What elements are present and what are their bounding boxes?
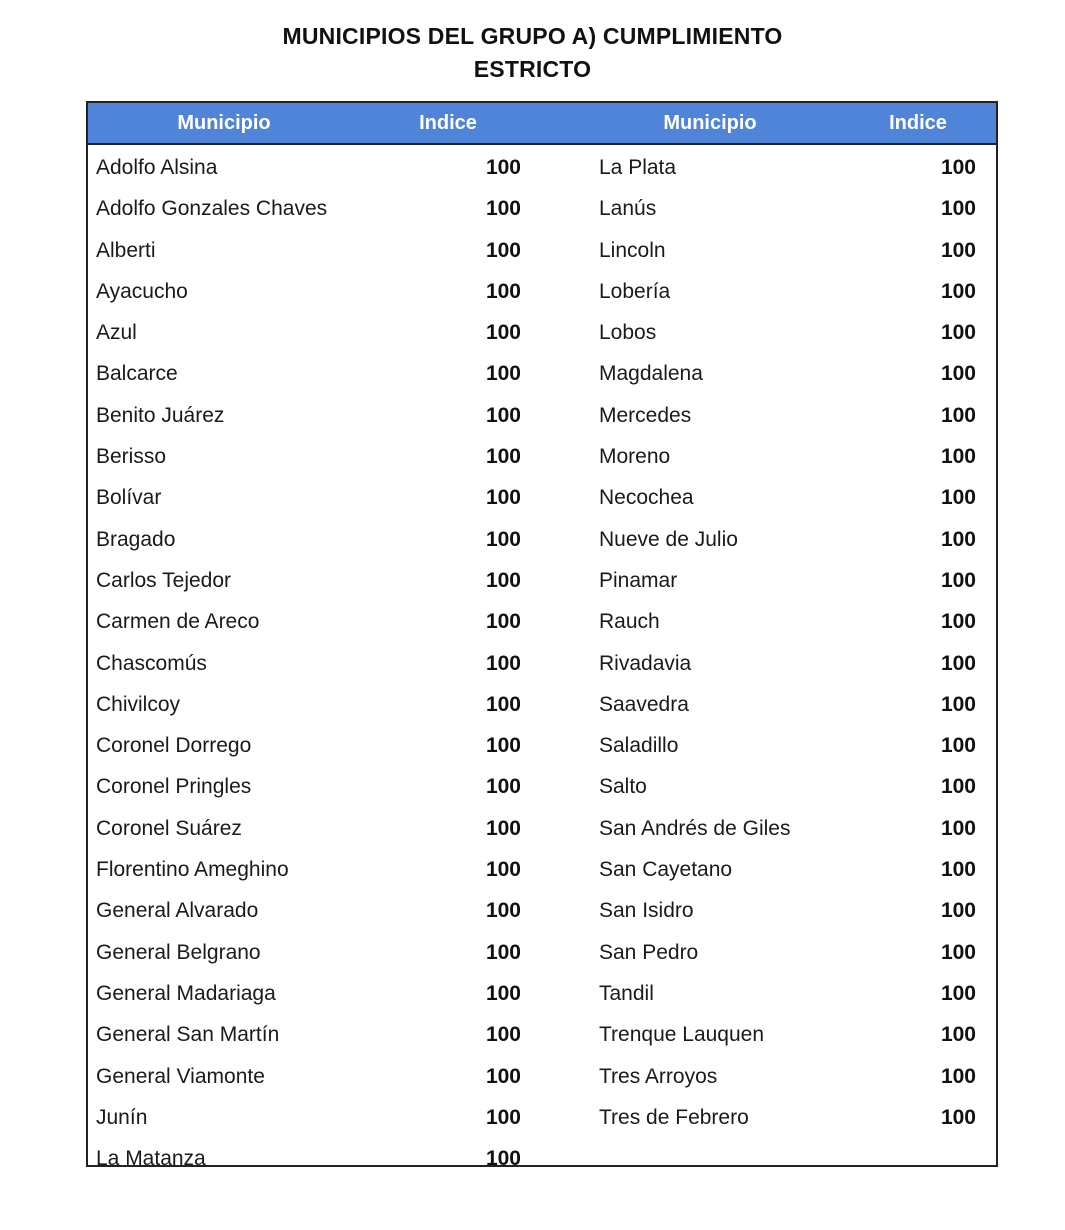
indice-value: 100 xyxy=(485,197,521,221)
municipio-name: Carlos Tejedor xyxy=(96,568,232,592)
indice-value: 100 xyxy=(485,279,521,303)
municipio-name: Magdalena xyxy=(599,362,703,386)
table-row xyxy=(88,643,528,684)
indice-value: 100 xyxy=(940,692,976,716)
table-row xyxy=(88,1056,528,1097)
table-row xyxy=(88,353,528,394)
municipio-name: San Pedro xyxy=(599,940,699,964)
table-row xyxy=(88,1138,528,1179)
municipio-name: General San Martín xyxy=(96,1023,280,1047)
indice-value: 100 xyxy=(940,1064,976,1088)
table-row xyxy=(88,932,528,973)
municipio-name: Adolfo Alsina xyxy=(96,156,218,179)
table-row xyxy=(588,766,996,807)
table-row xyxy=(88,271,528,312)
municipio-name: Florentino Ameghino xyxy=(96,858,289,882)
indice-value: 100 xyxy=(485,568,521,592)
table-row xyxy=(588,808,996,849)
table-row xyxy=(588,188,996,229)
indice-value: 100 xyxy=(940,816,976,840)
table-row xyxy=(588,312,996,353)
indice-value: 100 xyxy=(940,775,976,799)
indice-value: 100 xyxy=(940,238,976,262)
indice-value: 100 xyxy=(940,610,976,634)
table-row xyxy=(588,601,996,642)
table-row xyxy=(88,519,528,560)
table-row xyxy=(88,188,528,229)
indice-value: 100 xyxy=(940,279,976,303)
table-row xyxy=(88,890,528,931)
table-header xyxy=(88,103,996,145)
table-row xyxy=(588,353,996,394)
municipio-name: Coronel Suárez xyxy=(96,816,242,840)
indice-value: 100 xyxy=(485,775,521,799)
indice-value: 100 xyxy=(940,1023,976,1047)
municipio-name: Salto xyxy=(599,775,647,799)
indice-value: 100 xyxy=(940,940,976,964)
table-row xyxy=(88,560,528,601)
table-row xyxy=(588,1056,996,1097)
table-row xyxy=(588,477,996,518)
indice-value: 100 xyxy=(485,486,521,510)
indice-value: 100 xyxy=(485,445,521,469)
table-row xyxy=(88,849,528,890)
municipio-name: Benito Juárez xyxy=(96,403,225,427)
indice-value: 100 xyxy=(485,816,521,840)
header-indice-left: Indice xyxy=(419,112,477,134)
table-row xyxy=(88,601,528,642)
table-row xyxy=(88,395,528,436)
table-row xyxy=(88,808,528,849)
page-title-line-2: ESTRICTO xyxy=(473,56,592,82)
indice-value: 100 xyxy=(940,1105,976,1129)
municipio-name: Lobería xyxy=(599,279,671,303)
municipio-name: General Madariaga xyxy=(96,981,276,1005)
municipio-name: General Alvarado xyxy=(96,899,259,923)
municipio-name: Carmen de Areco xyxy=(96,610,260,634)
table-row xyxy=(88,1014,528,1055)
municipio-name: Lincoln xyxy=(599,238,666,262)
table-row xyxy=(588,684,996,725)
indice-value: 100 xyxy=(940,734,976,758)
indice-value: 100 xyxy=(940,568,976,592)
indice-value: 100 xyxy=(940,445,976,469)
table-row xyxy=(88,973,528,1014)
indice-value: 100 xyxy=(485,610,521,634)
table-row xyxy=(88,766,528,807)
indice-value: 100 xyxy=(485,403,521,427)
table-row xyxy=(588,395,996,436)
municipio-name: General Belgrano xyxy=(96,940,261,964)
table-row xyxy=(588,560,996,601)
municipio-name: Balcarce xyxy=(96,362,178,386)
municipio-name: Nueve de Julio xyxy=(599,527,738,551)
municipio-name: Rauch xyxy=(599,610,660,634)
municipio-name: Pinamar xyxy=(599,568,678,592)
indice-value: 100 xyxy=(940,527,976,551)
municipios-table xyxy=(86,101,998,1171)
municipio-name: General Viamonte xyxy=(96,1064,265,1088)
indice-value: 100 xyxy=(940,651,976,675)
municipio-name: Coronel Pringles xyxy=(96,775,252,799)
municipio-name: Saladillo xyxy=(599,734,679,758)
municipio-name: Junín xyxy=(96,1105,148,1129)
table-row xyxy=(88,725,528,766)
municipio-name: Saavedra xyxy=(599,692,689,716)
indice-value: 100 xyxy=(485,981,521,1005)
table-row xyxy=(88,684,528,725)
municipio-name: Mercedes xyxy=(599,403,692,427)
indice-value: 100 xyxy=(940,486,976,510)
indice-value: 100 xyxy=(485,940,521,964)
municipio-name: San Cayetano xyxy=(599,858,733,882)
table-row xyxy=(88,147,528,188)
municipio-name: San Andrés de Giles xyxy=(599,816,791,840)
table-row xyxy=(88,312,528,353)
municipio-name: Tres de Febrero xyxy=(599,1105,749,1129)
table-row xyxy=(588,230,996,271)
municipio-name: Chivilcoy xyxy=(96,692,181,716)
indice-value: 100 xyxy=(485,527,521,551)
indice-value: 100 xyxy=(940,858,976,882)
table-column-left xyxy=(88,147,528,1179)
table-row xyxy=(588,849,996,890)
municipio-name: Alberti xyxy=(96,238,156,262)
page-title-line-1: MUNICIPIOS DEL GRUPO A) CUMPLIMIENTO xyxy=(282,23,783,49)
indice-value: 100 xyxy=(485,1064,521,1088)
municipio-name: Trenque Lauquen xyxy=(599,1023,765,1047)
municipio-name: Bolívar xyxy=(96,486,162,510)
indice-value: 100 xyxy=(485,1105,521,1129)
header-municipio-right: Municipio xyxy=(663,112,757,134)
municipio-name: Azul xyxy=(96,321,137,345)
municipio-name: Necochea xyxy=(599,486,694,510)
municipio-name: Tres Arroyos xyxy=(599,1064,718,1088)
table-row xyxy=(88,477,528,518)
table-row xyxy=(588,1097,996,1138)
indice-value: 100 xyxy=(485,238,521,262)
indice-value: 100 xyxy=(940,899,976,923)
table-row xyxy=(88,230,528,271)
indice-value: 100 xyxy=(940,362,976,386)
municipio-name: Berisso xyxy=(96,445,167,469)
table-row xyxy=(588,436,996,477)
indice-value: 100 xyxy=(485,156,521,179)
table-row xyxy=(588,147,996,188)
table-row xyxy=(588,932,996,973)
table-row xyxy=(588,271,996,312)
indice-value: 100 xyxy=(485,362,521,386)
indice-value: 100 xyxy=(485,651,521,675)
table-row xyxy=(588,519,996,560)
municipio-name: Adolfo Gonzales Chaves xyxy=(96,197,328,221)
municipio-name: San Isidro xyxy=(599,899,694,923)
municipio-name: Tandil xyxy=(599,981,654,1005)
indice-value: 100 xyxy=(485,899,521,923)
table-row xyxy=(588,643,996,684)
header-indice-right: Indice xyxy=(889,112,947,134)
indice-value: 100 xyxy=(940,403,976,427)
table-row xyxy=(88,1097,528,1138)
indice-value: 100 xyxy=(940,156,976,179)
indice-value: 100 xyxy=(485,692,521,716)
municipio-name: Moreno xyxy=(599,445,671,469)
indice-value: 100 xyxy=(940,981,976,1005)
table-row xyxy=(588,725,996,766)
municipio-name: Lobos xyxy=(599,321,657,345)
table-row xyxy=(588,890,996,931)
indice-value: 100 xyxy=(485,1023,521,1047)
municipio-name: Chascomús xyxy=(96,651,207,675)
municipio-name: Ayacucho xyxy=(96,279,188,303)
table-column-right xyxy=(588,147,996,1138)
indice-value: 100 xyxy=(485,858,521,882)
table-row xyxy=(88,436,528,477)
indice-value: 100 xyxy=(940,321,976,345)
municipio-name: Coronel Dorrego xyxy=(96,734,252,758)
indice-value: 100 xyxy=(485,734,521,758)
municipio-name: La Plata xyxy=(599,156,677,179)
table-row xyxy=(588,1014,996,1055)
indice-value: 100 xyxy=(485,1147,521,1171)
table-row xyxy=(588,973,996,1014)
municipio-name: La Matanza xyxy=(96,1147,206,1171)
header-municipio-left: Municipio xyxy=(177,112,271,134)
municipio-name: Bragado xyxy=(96,527,176,551)
indice-value: 100 xyxy=(940,197,976,221)
municipio-name: Lanús xyxy=(599,197,657,221)
municipio-name: Rivadavia xyxy=(599,651,692,675)
indice-value: 100 xyxy=(485,321,521,345)
